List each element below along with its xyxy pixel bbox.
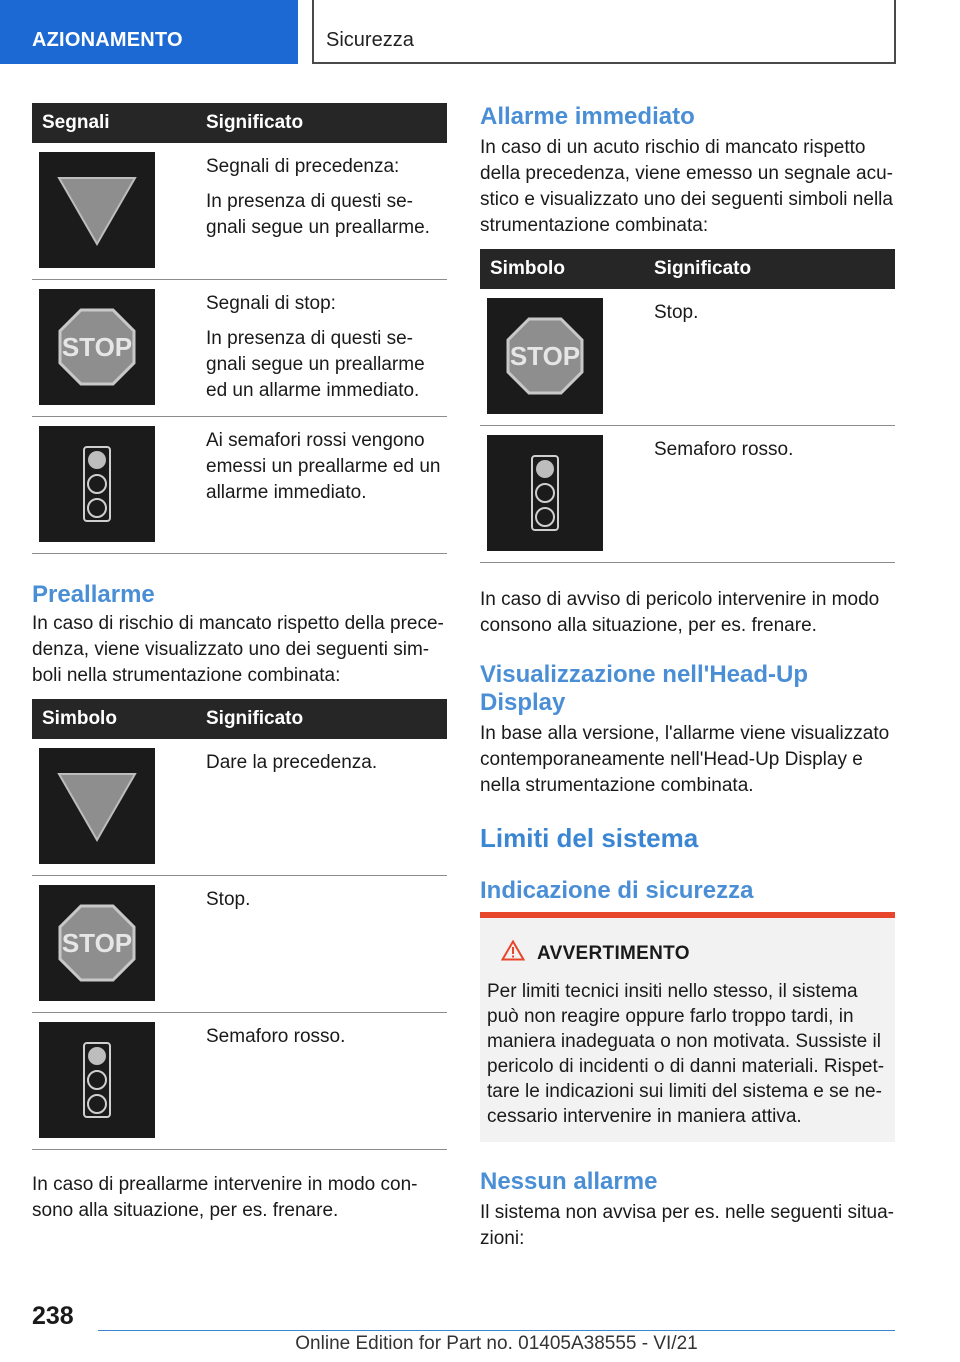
chapter-title: Sicurezza [312, 0, 896, 64]
table-header-simbolo: Simbolo [480, 249, 646, 289]
yield-sign-icon [39, 748, 155, 864]
row-text: Stop. [206, 889, 251, 910]
traffic-light-icon [39, 1022, 155, 1138]
svg-text:STOP: STOP [61, 928, 133, 958]
allarme-outro: In caso di avviso di pericolo intervenire in modo consono alla situazione, per es. frenare. [480, 589, 880, 636]
nessun-section [480, 1168, 895, 1252]
hud-heading: Visualizzazione nell'Head-Up Display [480, 661, 809, 716]
right-column [480, 103, 895, 905]
svg-text:STOP: STOP [61, 332, 133, 362]
row-text: Dare la precedenza. [206, 752, 378, 773]
table-row [32, 143, 447, 280]
table-header-segnali: Segnali [32, 103, 198, 143]
preallarme-table [32, 699, 447, 1150]
table-header-significato: Significato [198, 699, 447, 739]
yield-sign-icon [39, 152, 155, 268]
hud-text: In base alla versione, l'allarme viene visualizzato contemporaneamente nell'Head-Up Display e nella strumentazione combinata. [480, 723, 890, 796]
row-text: In presenza di questi se- gnali segue un preallarme. [206, 191, 430, 238]
table-row [32, 1013, 447, 1150]
stop-sign-icon [39, 289, 155, 405]
table-row [32, 876, 447, 1013]
allarme-intro: In caso di un acuto rischio di mancato rispetto della precedenza, viene emesso un segnale acu- stico e visualizzato uno dei seguenti simboli nella strumentazione combinata: [480, 137, 893, 236]
row-text: In presenza di questi se- gnali segue un preallarme ed un allarme immediato. [206, 328, 425, 401]
row-text: Semaforo rosso. [654, 439, 794, 460]
signals-table [32, 103, 447, 554]
preallarme-outro: In caso di preallarme intervenire in modo con- sono alla situazione, per es. frenare. [32, 1174, 418, 1221]
limiti-heading: Limiti del sistema [480, 823, 699, 853]
stop-sign-icon [487, 298, 603, 414]
table-row [32, 280, 447, 417]
row-text: Ai semafori rossi vengono emessi un preallarme ed un allarme immediato. [206, 430, 441, 503]
traffic-light-icon [39, 426, 155, 542]
table-row [480, 289, 895, 426]
table-header-simbolo: Simbolo [32, 699, 198, 739]
warning-box [480, 912, 895, 1142]
row-text: Segnali di stop: [206, 293, 336, 314]
svg-text:STOP: STOP [509, 341, 581, 371]
row-text: Semaforo rosso. [206, 1026, 346, 1047]
footer-divider [98, 1330, 895, 1331]
nessun-heading: Nessun allarme [480, 1168, 658, 1195]
table-header-significato: Significato [646, 249, 895, 289]
allarme-table [480, 249, 895, 563]
stop-sign-icon [39, 885, 155, 1001]
section-tab: AZIONAMENTO [0, 0, 298, 64]
traffic-light-icon [487, 435, 603, 551]
warning-title: AVVERTIMENTO [537, 942, 690, 964]
page-number: 238 [32, 1302, 74, 1330]
sicurezza-heading: Indicazione di sicurezza [480, 877, 754, 904]
table-header-significato: Significato [198, 103, 447, 143]
preallarme-intro: In caso di rischio di mancato rispetto della prece- denza, viene visualizzato uno dei seguenti sim- boli nella strumentazione combinata: [32, 613, 444, 686]
left-column [32, 103, 447, 1224]
preallarme-heading: Preallarme [32, 581, 155, 608]
row-text: Stop. [654, 302, 699, 323]
table-row [32, 739, 447, 876]
warning-triangle-icon [501, 940, 525, 967]
table-row [32, 417, 447, 554]
nessun-text: Il sistema non avvisa per es. nelle seguenti situa- zioni: [480, 1202, 894, 1249]
warning-text: Per limiti tecnici insiti nello stesso, il sistema può non reagire oppure farlo troppo tardi, in maniera inadeguata o non motivata. Sussiste il pericolo di incidenti o di danni materiali. Rispet- tare le indicazioni sui limiti del sistema e se ne- cessario intervenire in maniera attiva. [487, 981, 885, 1127]
footer-edition: Online Edition for Part no. 01405A38555 - VI/21 [295, 1333, 698, 1354]
warning-header [487, 940, 885, 967]
table-row [480, 426, 895, 563]
row-text: Segnali di precedenza: [206, 156, 400, 177]
allarme-heading: Allarme immediato [480, 103, 695, 130]
